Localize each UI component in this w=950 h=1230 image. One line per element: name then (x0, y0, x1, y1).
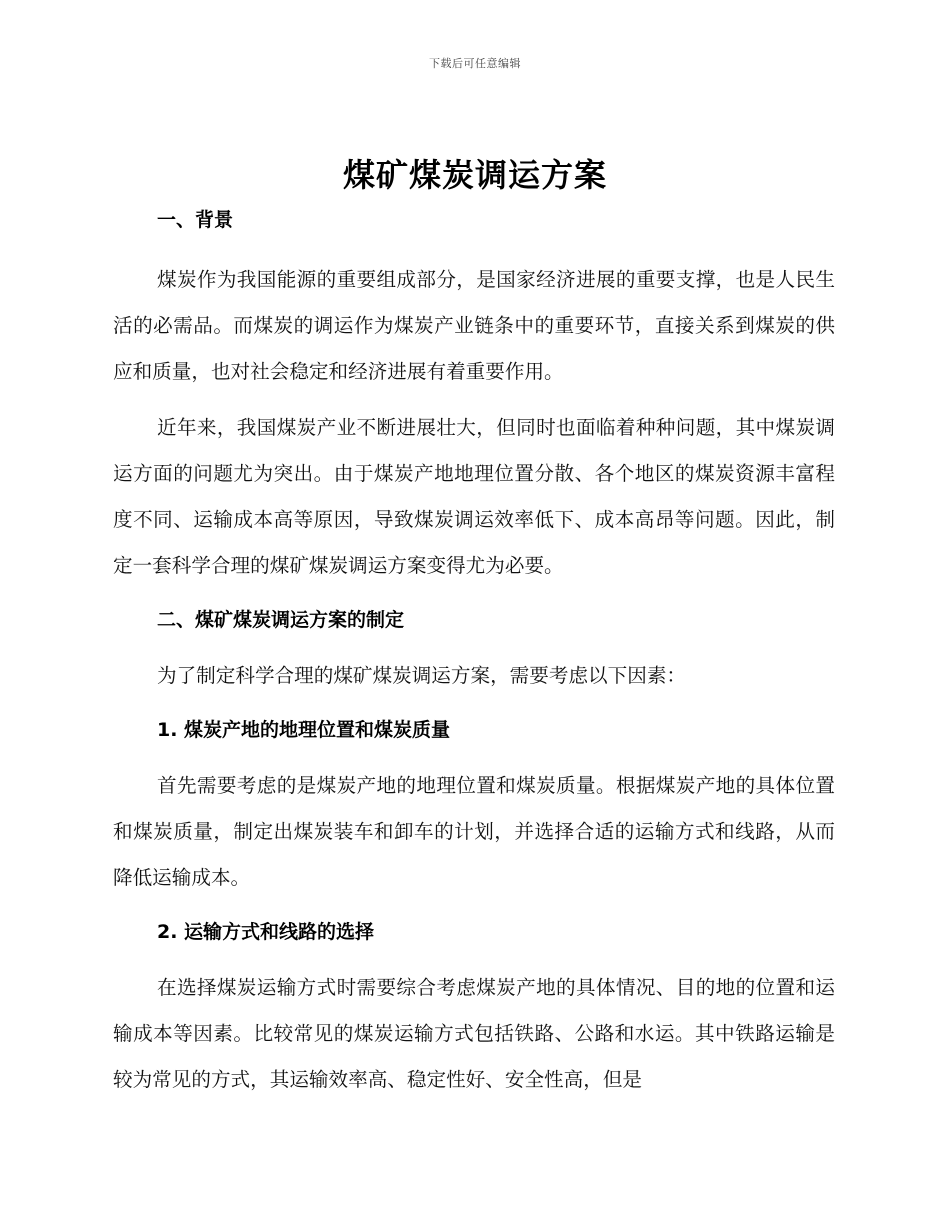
document-body (113, 205, 835, 1103)
paragraph: 在选择煤炭运输方式时需要综合考虑煤炭产地的具体情况、目的地的位置和运输成本等因素。比较常见的煤炭运输方式包括铁路、公路和水运。其中铁路运输是较为常见的方式，其运输效率高、稳定性好、安全性高，但是 (113, 976, 835, 1091)
paragraph: 煤炭作为我国能源的重要组成部分，是国家经济进展的重要支撑，也是人民生活的必需品。而煤炭的调运作为煤炭产业链条中的重要环节，直接关系到煤炭的供应和质量，也对社会稳定和经济进展有着重要作用。 (113, 268, 835, 383)
paragraph: 近年来，我国煤炭产业不断进展壮大，但同时也面临着种种问题，其中煤炭调运方面的问题尤为突出。由于煤炭产地地理位置分散、各个地区的煤炭资源丰富程度不同、运输成本高等原因，导致煤炭调运效率低下、成本高昂等问题。因此，制定一套科学合理的煤矿煤炭调运方案变得尤为必要。 (113, 416, 835, 577)
document-title: 煤矿煤炭调运方案 (342, 156, 607, 194)
paragraph: 为了制定科学合理的煤矿煤炭调运方案，需要考虑以下因素： (157, 664, 687, 687)
subsection-heading-transport: 2. 运输方式和线路的选择 (157, 921, 375, 943)
paragraph: 首先需要考虑的是煤炭产地的地理位置和煤炭质量。根据煤炭产地的具体位置和煤炭质量，制定出煤炭装车和卸车的计划，并选择合适的运输方式和线路，从而降低运输成本。 (113, 774, 835, 889)
header-note: 下载后可任意编辑 (429, 57, 521, 70)
subsection-heading-location: 1. 煤炭产地的地理位置和煤炭质量 (157, 719, 451, 741)
section-heading-plan: 二、煤矿煤炭调运方案的制定 (157, 609, 405, 631)
section-heading-background: 一、背景 (157, 209, 234, 231)
